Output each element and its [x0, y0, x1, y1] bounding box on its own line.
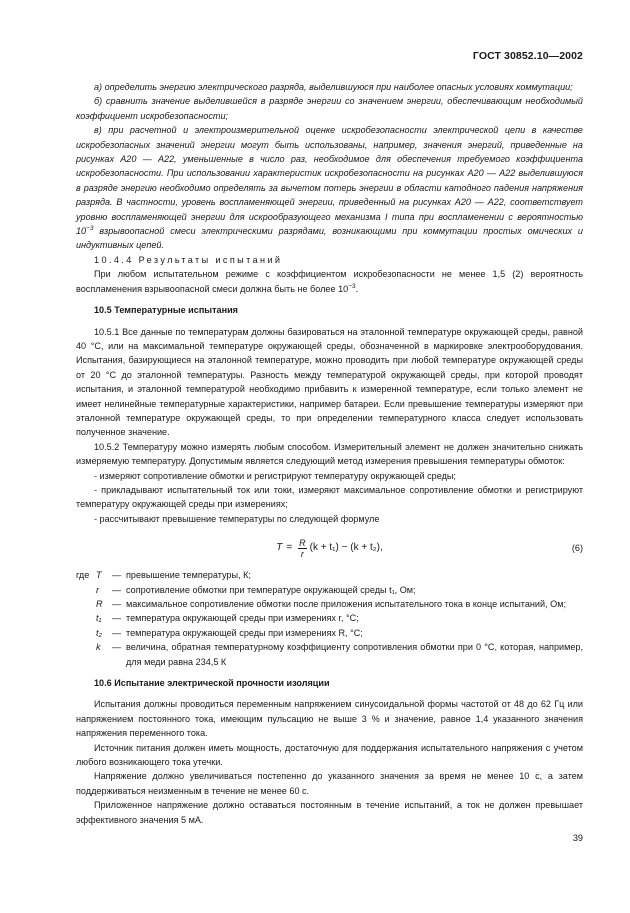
formula-fraction [298, 538, 307, 559]
legend-symbol: t₁ [96, 613, 102, 624]
legend-row [76, 568, 583, 582]
list-item-calculate: - рассчитывают превышение температуры по следующей формуле [94, 513, 380, 524]
paragraph-c [76, 123, 583, 253]
paragraph-c-text-1: в) при расчетной и электроизмерительной оценке искробезопасности электрической цепи в качестве искробезопасных значений энергии могут быть использованы, например, значения энергий, приведенные на рисунках А20 — А22, уменьшенные в число раз, необходимое для обеспечения требуемого коэффициента искробезопасности. При использовании характеристик искробезопасности на рисунках А20 — А22 выделившуюся в разряде энергию необходимо определять за вычетом потерь энергии в области катодного падения напряжения разряда. В частности, уровень воспламеняющей энергии, приведенный на рисунках А20 — А22, соответствует уровню воспламеняющей энергии для искрообразующего механизма I типа при воспламенении с вероятностью 10 [76, 125, 583, 237]
legend-dash: — [112, 570, 122, 581]
legend-text: величина, обратная температурному коэффициенту сопротивления обмотки при 0 °С, которая, например, для меди равна 234,5 К [126, 642, 583, 667]
paragraph-b: б) сравнить значение выделившейся в разряде энергии со значением энергии, обеспечивающим необходимый коэффициент искробезопасности; [76, 96, 583, 121]
legend-dash: — [112, 627, 122, 638]
paragraph-a: а) определить энергию электрического разряда, выделившуюся при наиболее опасных условиях коммутации; [94, 82, 573, 92]
legend-dash: — [112, 613, 122, 624]
page-number: 39 [572, 833, 583, 843]
paragraph-c-text-2: взрывоопасной смеси электрическими разрядами, возникающими при коммутации простых омических и индуктивных цепей. [76, 226, 583, 251]
legend-row [76, 626, 583, 640]
page-content [76, 80, 583, 827]
paragraph-10-4-4-text-1: При любом испытательном режиме с коэффициентом искробезопасности не менее 1,5 (2) вероятность воспламенения взрывоопасной смеси должна быть не более 10 [76, 269, 583, 294]
legend-symbol: R [96, 599, 103, 609]
legend-text: температура окружающей среды при измерениях R, °С; [126, 627, 363, 638]
formula-numerator: R [299, 537, 306, 548]
paragraph-10-5-1: 10.5.1 Все данные по температурам должны базироваться на эталонной температуре окружающей среды, равной 40 °С, или на максимальной температуре окружающей среды, обозначенной в маркировке электрооборудования. Испытания, базирующиеся на эталонной температуре, можно проводить при любой температуре окружающей среды от 20 °С до эталонной температуры. Разность между температурой окружающей среды, при которой проводят испытания, и эталонной температурой необходимо прибавить к измеренной температуре, если только элемент не имеет нелинейные температурные характеристики, например батареи. Если превышение температуры измеряют при эталонной температуре окружающей среды, то при определении температурного класса следует использовать полученное значение. [76, 326, 583, 438]
legend-dash: — [112, 599, 122, 609]
formula-legend [76, 568, 583, 669]
formula-equals: = [286, 541, 293, 553]
paragraph-c-superscript: −3 [86, 225, 94, 233]
paragraph-10-6-3: Напряжение должно увеличиваться постепенно до указанного значения за время не менее 10 с, а затем поддерживаться неизменным в течение не менее 60 с. [76, 771, 583, 796]
formula-expression [276, 538, 383, 559]
legend-where: где [76, 570, 90, 581]
formula-number: (6) [571, 543, 583, 554]
legend-text: сопротивление обмотки при температуре окружающей среды t₁, Ом; [126, 584, 416, 595]
legend-symbol: r [96, 584, 100, 595]
paragraph-10-6-4: Приложенное напряжение должно оставаться постоянным в течение испытаний, а ток не должен превышает эффективного значения 5 мА. [76, 800, 583, 825]
formula-6 [76, 532, 583, 564]
legend-row [76, 597, 583, 611]
section-10-5-title: 10.5 Температурные испытания [94, 305, 238, 316]
list-item-measure-resistance: - измеряют сопротивление обмотки и регистрируют температуру окружающей среды; [94, 470, 456, 481]
paragraph-10-4-4 [76, 267, 583, 296]
paragraph-10-6-1: Испытания должны проводиться переменным напряжением синусоидальной формы частотой от 48 до 62 Гц или напряжением постоянного тока, имеющим пульсацию не выше 3 % и значение, равное 1,4 указанного значения напряжения переменного тока. [76, 699, 583, 739]
paragraph-10-4-4-text-2: . [355, 283, 359, 294]
formula-lhs: T [276, 541, 283, 553]
section-10-6-title: 10.6 Испытание электрической прочности изоляции [94, 678, 330, 689]
paragraph-10-5-2: 10.5.2 Температуру можно измерять любым способом. Измерительный элемент не должен значительно снижать измеряемую температуру. Допустимым является следующий метод измерения превышения температуры обмоток: [76, 441, 583, 467]
formula-denominator: r [300, 548, 304, 559]
subsection-10-4-4-heading: 10.4.4 Результаты испытаний [94, 254, 283, 265]
paragraph-10-6-2: Источник питания должен иметь мощность, достаточную для поддержания испытательного напряжения с учетом любого возникающего тока утечки. [76, 742, 583, 768]
list-item-apply-current: - прикладывают испытательный ток или токи, измеряют максимальное сопротивление обмотки и регистрируют температуру окружающей среды при измерениях; [76, 484, 583, 510]
legend-text: максимальное сопротивление обмотки после приложения испытательного тока в конце испытаний, Ом; [126, 599, 566, 609]
legend-dash: — [112, 584, 122, 595]
legend-text: температура окружающей среды при измерениях r, °С; [126, 613, 359, 624]
legend-dash: — [112, 642, 122, 653]
paragraph-10-4-4-superscript: −3 [348, 282, 356, 290]
legend-symbol: T [96, 570, 102, 581]
legend-row [76, 611, 583, 625]
legend-row [76, 640, 583, 669]
legend-text: превышение температуры, К; [126, 570, 251, 581]
formula-rest: (k + t₁) − (k + t₂), [309, 541, 383, 553]
legend-row [76, 583, 583, 597]
legend-symbol: t₂ [96, 627, 102, 638]
legend-symbol: k [96, 642, 101, 653]
standard-header: ГОСТ 30852.10—2002 [472, 50, 583, 62]
